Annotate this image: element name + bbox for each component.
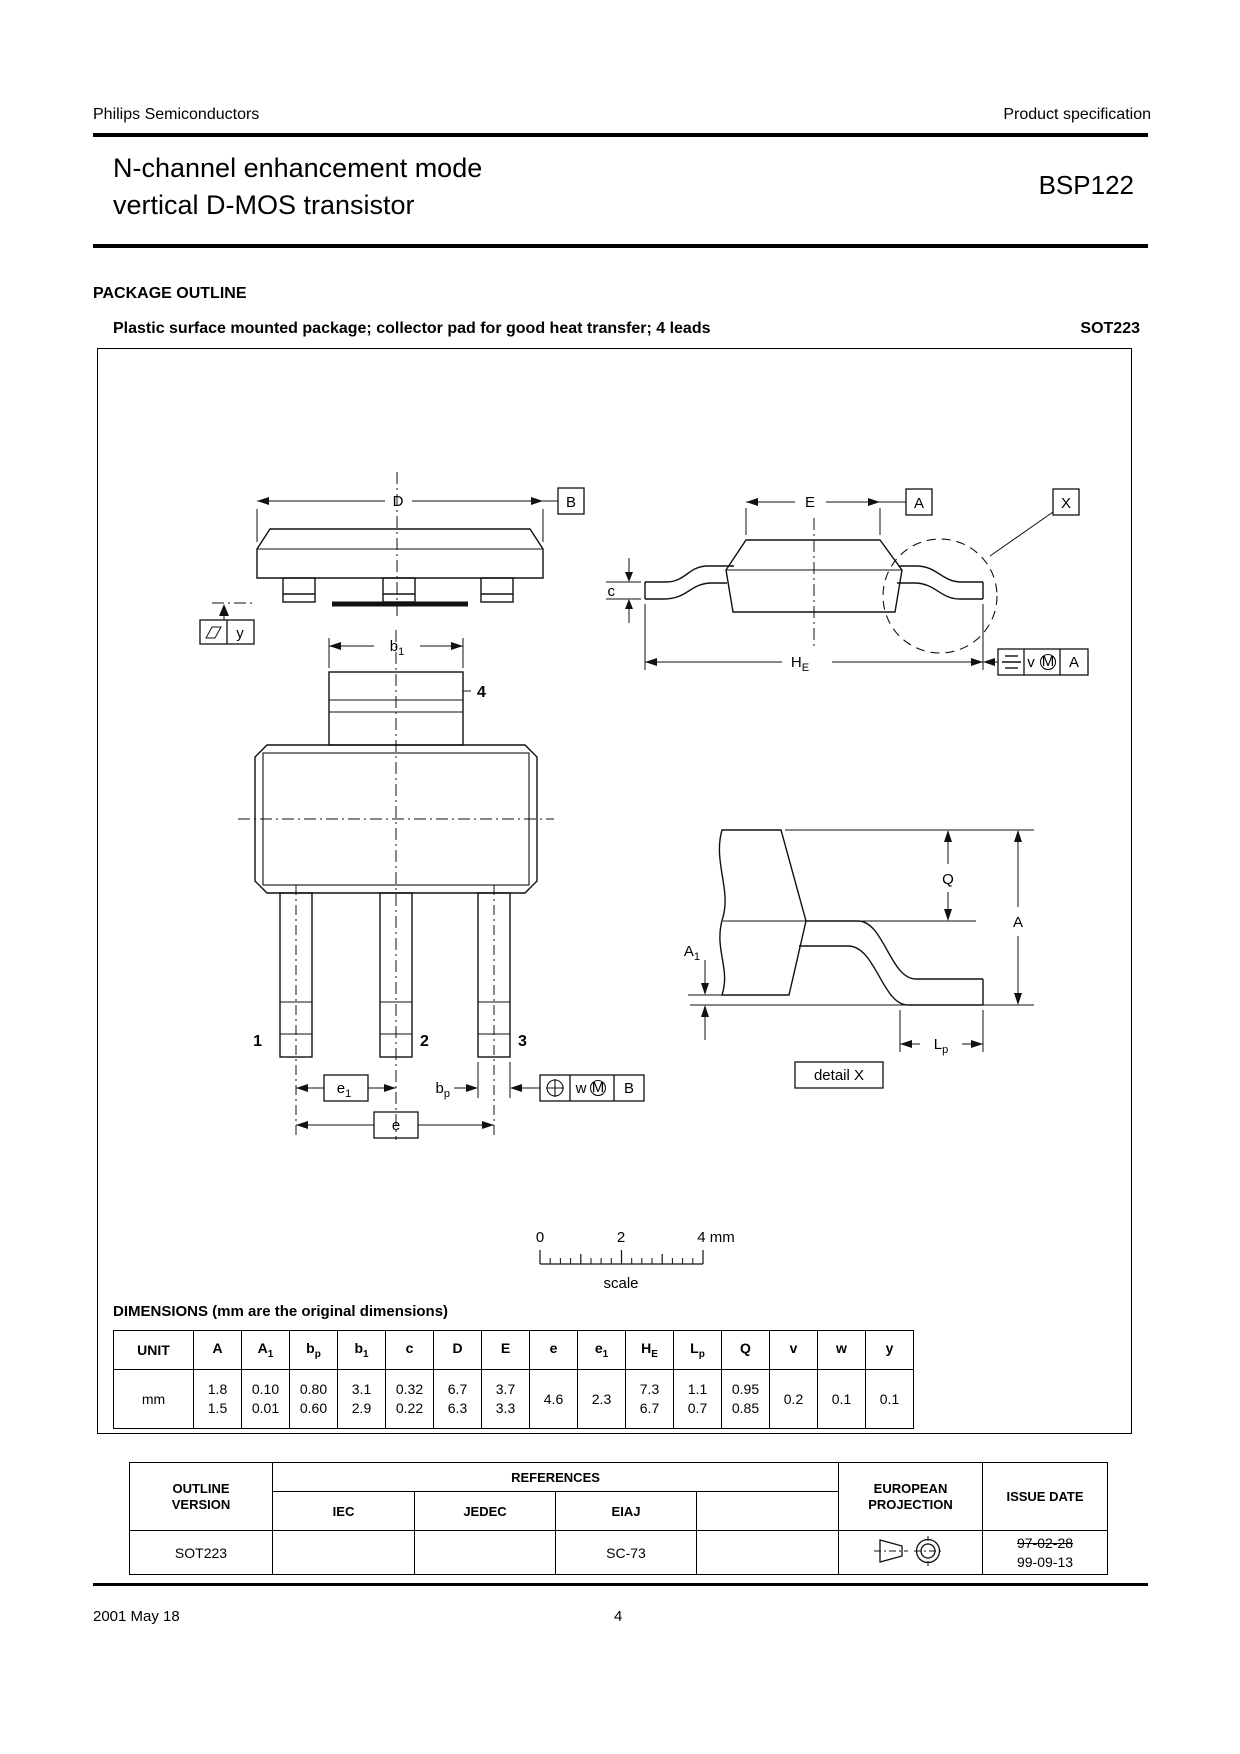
footer-page-number: 4	[614, 1608, 623, 1625]
scale-bar	[536, 1229, 735, 1292]
detail-x-caption: detail X	[813, 1067, 865, 1084]
col-e-cap: E	[482, 1331, 530, 1370]
view-side-e	[606, 489, 1088, 675]
val-w: 0.1	[818, 1370, 866, 1429]
part-number: BSP122	[1038, 170, 1134, 200]
tol-bp-value: w	[575, 1080, 587, 1097]
tol-bp-datum: B	[623, 1080, 635, 1097]
pin4-label: 4	[477, 684, 486, 701]
tol-he-value: v	[1027, 654, 1035, 671]
dim-label-d: D	[392, 493, 404, 510]
references-table	[129, 1462, 1108, 1575]
header-doc-type: Product specification	[1003, 106, 1151, 123]
section-heading: PACKAGE OUTLINE	[93, 285, 247, 302]
col-e1: $e_1$	[578, 1331, 626, 1370]
refs-data-row	[130, 1531, 1108, 1575]
outline-version-value: SOT223	[130, 1531, 273, 1575]
dim-label-b1: $b_1$	[389, 638, 405, 658]
col-e: e	[530, 1331, 578, 1370]
outline-version-header: OUTLINE VERSION	[130, 1463, 273, 1531]
flatness-datum-y	[200, 603, 256, 644]
dimensions-table	[113, 1330, 914, 1429]
scale-tick-2: 2	[616, 1229, 626, 1246]
col-a1: $A_1$	[242, 1331, 290, 1370]
val-bp: 0.80 0.60	[290, 1370, 338, 1429]
view-detail-x	[684, 830, 1034, 1088]
datum-a-label: A	[913, 495, 925, 512]
title-line-1: N-channel enhancement mode	[113, 153, 483, 183]
jedec-value	[415, 1531, 556, 1575]
val-y: 0.1	[866, 1370, 914, 1429]
dim-label-c: c	[607, 583, 615, 600]
page-title	[113, 150, 482, 224]
footer-rule	[93, 1583, 1148, 1586]
dim-label-a1: $A_1$	[683, 943, 700, 963]
title-line-2: vertical D-MOS transistor	[113, 190, 415, 220]
dim-label-he: $H_E$	[790, 654, 810, 674]
col-c: c	[386, 1331, 434, 1370]
view-top	[238, 630, 644, 1140]
footer-date: 2001 May 18	[93, 1608, 180, 1625]
val-c: 0.32 0.22	[386, 1370, 434, 1429]
flatness-icon	[206, 627, 221, 638]
eiaj-header: EIAJ	[556, 1492, 697, 1531]
extra-value	[697, 1531, 839, 1575]
col-q: Q	[722, 1331, 770, 1370]
val-e1: 2.3	[578, 1370, 626, 1429]
issue-date-header: ISSUE DATE	[983, 1463, 1108, 1531]
iec-value	[273, 1531, 415, 1575]
projection-header: EUROPEAN PROJECTION	[839, 1463, 983, 1531]
col-d: D	[434, 1331, 482, 1370]
header-company: Philips Semiconductors	[93, 106, 260, 123]
val-lp: 1.1 0.7	[674, 1370, 722, 1429]
col-y: y	[866, 1331, 914, 1370]
dim-label-lp: $L_p$	[933, 1036, 949, 1056]
val-v: 0.2	[770, 1370, 818, 1429]
pin1-label: 1	[253, 1033, 262, 1050]
dim-label-a: A	[1012, 914, 1024, 931]
body-section	[719, 830, 806, 995]
position-icon	[546, 1079, 564, 1097]
dimension-q	[785, 830, 1034, 921]
val-e-cap: 3.7 3.3	[482, 1370, 530, 1429]
references-header: REFERENCES	[273, 1463, 839, 1492]
dimension-a1	[688, 960, 722, 1040]
dim-label-e: e	[391, 1117, 401, 1134]
scale-tick-4: 4 mm	[697, 1229, 735, 1246]
dimension-bp	[454, 1062, 540, 1098]
dimensions-value-row	[114, 1370, 914, 1429]
package-code: SOT223	[1080, 320, 1140, 337]
tol-he-datum: A	[1068, 654, 1080, 671]
iec-header: IEC	[273, 1492, 415, 1531]
dim-label-bp: $b_p$	[435, 1080, 450, 1100]
val-a1: 0.10 0.01	[242, 1370, 290, 1429]
projection-symbol-cell	[839, 1531, 983, 1575]
eiaj-value: SC-73	[556, 1531, 697, 1575]
figure-frame	[98, 349, 1132, 1434]
pin3-label: 3	[518, 1033, 527, 1050]
scale-caption: scale	[603, 1275, 639, 1292]
extra-header	[697, 1492, 839, 1531]
col-lp: $L_p$	[674, 1331, 722, 1370]
dim-label-e-width: E	[804, 494, 816, 511]
tol-bp-modifier: M	[591, 1079, 605, 1096]
tol-he-modifier: M	[1041, 653, 1055, 670]
dimension-e-width	[746, 498, 906, 535]
symmetry-icon	[1002, 656, 1021, 668]
val-d: 6.7 6.3	[434, 1370, 482, 1429]
col-a: A	[194, 1331, 242, 1370]
val-a: 1.8 1.5	[194, 1370, 242, 1429]
col-w: w	[818, 1331, 866, 1370]
header-rule	[93, 133, 1148, 137]
col-bp: $b_p$	[290, 1331, 338, 1370]
val-b1: 3.1 2.9	[338, 1370, 386, 1429]
title-rule	[93, 244, 1148, 248]
dimensions-title: DIMENSIONS (mm are the original dimensions)	[113, 1303, 449, 1320]
val-q: 0.95 0.85	[722, 1370, 770, 1429]
val-e: 4.6	[530, 1370, 578, 1429]
col-he: $H_E$	[626, 1331, 674, 1370]
dimension-d	[257, 497, 558, 542]
issue-date-old: 97-02-28	[1016, 1534, 1074, 1551]
package-outline-drawing	[97, 348, 1132, 1434]
unit-header: UNIT	[114, 1331, 194, 1370]
view-side-d	[200, 472, 584, 644]
dim-label-q: Q	[942, 871, 954, 888]
scale-tick-0: 0	[535, 1229, 545, 1246]
dim-label-e1: $e_1$	[336, 1080, 352, 1100]
figure-subtitle: Plastic surface mounted package; collector pad for good heat transfer; 4 leads	[113, 320, 711, 337]
refs-header-row-1	[130, 1463, 1108, 1492]
col-b1: $b_1$	[338, 1331, 386, 1370]
col-v: v	[770, 1331, 818, 1370]
issue-date-new: 99-09-13	[1016, 1553, 1074, 1570]
first-angle-projection-icon	[872, 1531, 950, 1571]
dimensions-header-row	[114, 1331, 914, 1370]
pin2-label: 2	[420, 1033, 429, 1050]
jedec-header: JEDEC	[415, 1492, 556, 1531]
dim-label-y: y	[236, 625, 244, 642]
unit-value: mm	[114, 1370, 194, 1429]
issue-date-value	[983, 1531, 1108, 1575]
detail-x-circle	[883, 539, 997, 653]
detail-x-letter: X	[1060, 495, 1072, 512]
datum-b-label: B	[565, 494, 577, 511]
val-he: 7.3 6.7	[626, 1370, 674, 1429]
